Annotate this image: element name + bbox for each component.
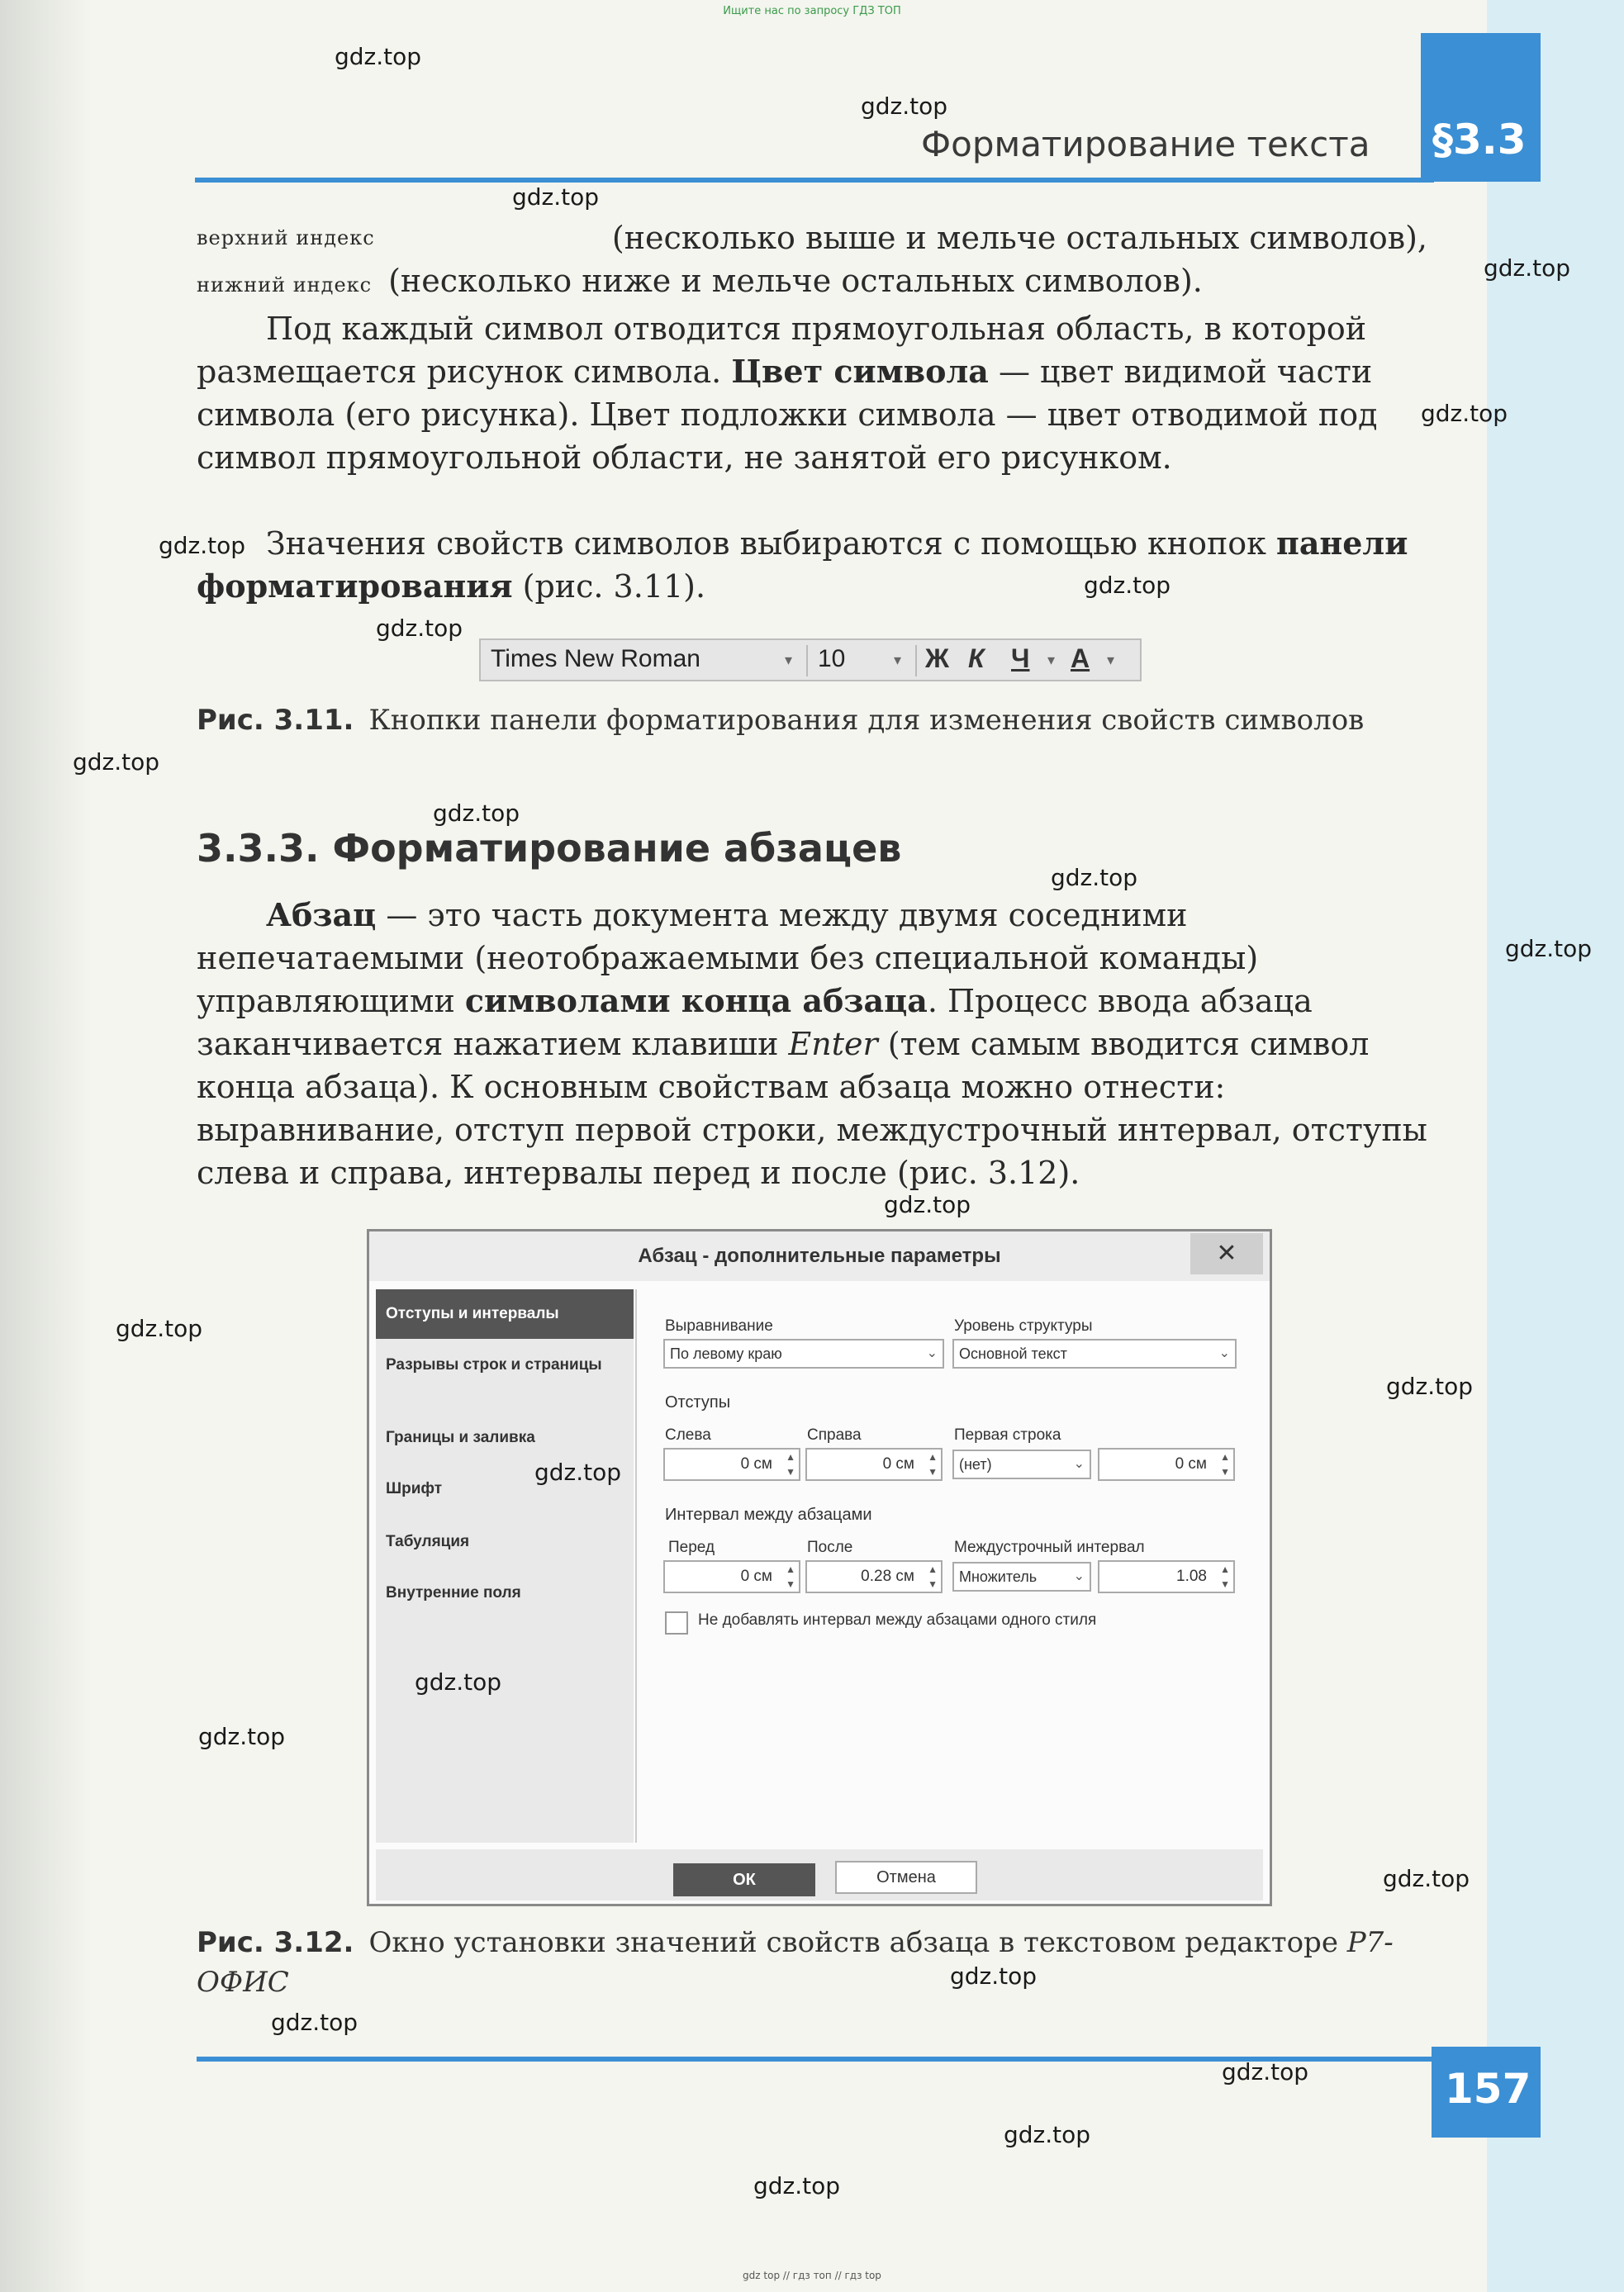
underline-dropdown-icon[interactable]: ▾ bbox=[1047, 652, 1056, 668]
font-dropdown-icon[interactable]: ▾ bbox=[785, 652, 793, 668]
caption-label: Рис. 3.12. bbox=[197, 1926, 354, 1959]
chevron-down-icon: ⌄ bbox=[926, 1346, 938, 1360]
watermark: gdz.top bbox=[73, 748, 160, 776]
first-line-select[interactable] bbox=[952, 1450, 1091, 1479]
sidebar-item-borders[interactable]: Границы и заливка bbox=[386, 1429, 535, 1446]
text-run: (рис. 3.11). bbox=[512, 568, 706, 605]
page-number-tab bbox=[1432, 2047, 1541, 2138]
first-line-label: Первая строка bbox=[954, 1426, 1061, 1444]
watermark: gdz.top bbox=[512, 183, 600, 211]
top-notice: Ищите нас по запросу ГДЗ ТОП bbox=[723, 5, 901, 17]
text-run: — это часть документа между двумя соседними непечатаемыми (неотображаемыми без специальной команды) управляющими bbox=[197, 897, 1259, 1019]
stepper-arrows-icon[interactable]: ▲ ▼ bbox=[928, 1451, 938, 1478]
font-size-value: 10 bbox=[818, 645, 846, 672]
stepper-arrows-icon[interactable]: ▲ ▼ bbox=[1220, 1451, 1230, 1478]
watermark: gdz.top bbox=[950, 1962, 1038, 1990]
watermark: gdz.top bbox=[861, 93, 948, 120]
section-number: §3.3 bbox=[1432, 116, 1527, 164]
size-dropdown-icon[interactable]: ▾ bbox=[894, 652, 902, 668]
after-label: После bbox=[807, 1539, 853, 1556]
paragraph-abzac bbox=[197, 894, 1427, 1194]
bottom-notice: gdz top // гдз топ // гдз top bbox=[743, 2270, 881, 2281]
underline-icon[interactable]: Ч bbox=[1011, 643, 1030, 673]
watermark: gdz.top bbox=[1484, 254, 1571, 282]
dialog-sidebar bbox=[376, 1289, 634, 1843]
ok-button[interactable]: ОК bbox=[673, 1863, 815, 1896]
align-label: Выравнивание bbox=[665, 1317, 773, 1335]
watermark: gdz.top bbox=[1222, 2058, 1309, 2086]
subscript-note: нижний индекс bbox=[197, 273, 373, 297]
watermark: gdz.top bbox=[1004, 2121, 1091, 2148]
after-stepper[interactable] bbox=[805, 1560, 943, 1593]
text-run: (тем самым вводится символ конца абзаца). К основным свойствам абзаца можно отнести: выравнивание, отступ первой строки, междустрочный интервал, отступы слева и справа, интервалы перед и после (рис. 3.12). bbox=[197, 1026, 1427, 1191]
sidebar-item-font[interactable]: Шрифт bbox=[386, 1480, 443, 1497]
section-tab bbox=[1421, 33, 1541, 182]
figure-caption-3-12 bbox=[197, 1923, 1427, 2002]
color-dropdown-icon[interactable]: ▾ bbox=[1107, 652, 1115, 668]
toolbar-separator bbox=[915, 645, 917, 676]
stepper-arrows-icon[interactable]: ▲ ▼ bbox=[786, 1564, 795, 1590]
before-label: Перед bbox=[668, 1539, 715, 1556]
text-run: Значения свойств символов выбираются с помощью кнопок bbox=[266, 525, 1276, 562]
close-icon[interactable]: ✕ bbox=[1190, 1233, 1263, 1274]
term-format-panel: панели форматирования bbox=[197, 524, 1408, 605]
watermark: gdz.top bbox=[271, 2009, 359, 2036]
line-subscript bbox=[197, 259, 1427, 306]
italic-icon[interactable]: К bbox=[968, 643, 985, 673]
chevron-down-icon: ⌄ bbox=[1073, 1569, 1085, 1583]
first-line-stepper[interactable] bbox=[1098, 1448, 1235, 1481]
section-heading: 3.3.3. Форматирование абзацев bbox=[197, 826, 902, 871]
page-header-title: Форматирование текста bbox=[921, 124, 1370, 164]
caption-italic: Р7-ОФИС bbox=[197, 1926, 1394, 1999]
watermark: gdz.top bbox=[1084, 572, 1171, 599]
caption-label: Рис. 3.11. bbox=[197, 704, 354, 737]
line-spacing-select[interactable] bbox=[952, 1562, 1091, 1592]
superscript-text: (несколько выше и мельче остальных символов), bbox=[611, 220, 1427, 256]
watermark: gdz.top bbox=[376, 615, 463, 642]
watermark: gdz.top bbox=[1505, 935, 1593, 962]
stepper-arrows-icon[interactable]: ▲ ▼ bbox=[1220, 1564, 1230, 1590]
caption-text: Кнопки панели форматирования для изменения свойств символов bbox=[368, 704, 1365, 737]
superscript-note: верхний индекс bbox=[197, 226, 375, 249]
indents-label: Отступы bbox=[665, 1393, 731, 1412]
chevron-down-icon: ⌄ bbox=[1218, 1346, 1230, 1360]
right-indent-value: 0 см bbox=[882, 1455, 914, 1473]
chevron-down-icon: ⌄ bbox=[1073, 1457, 1085, 1471]
align-value: По левому краю bbox=[670, 1345, 782, 1362]
text-run: . Процесс ввода абзаца заканчивается нажатием клавиши bbox=[197, 983, 1313, 1062]
toolbar-separator bbox=[806, 645, 808, 676]
first-line-amount: 0 см bbox=[1175, 1455, 1207, 1473]
spacing-label: Интервал между абзацами bbox=[665, 1506, 872, 1524]
align-select[interactable] bbox=[663, 1339, 944, 1369]
after-value: 0.28 см bbox=[861, 1568, 914, 1585]
right-indent-stepper[interactable] bbox=[805, 1448, 943, 1481]
stepper-arrows-icon[interactable]: ▲ ▼ bbox=[928, 1564, 938, 1590]
figure-caption-3-11 bbox=[197, 700, 1427, 740]
term-char-color: Цвет символа bbox=[731, 353, 989, 390]
outline-value: Основной текст bbox=[959, 1345, 1067, 1362]
text-run: Под каждый символ отводится прямоугольная область, в которой размещается рисунок символа. bbox=[197, 311, 1367, 390]
paragraph-format-panel bbox=[197, 522, 1427, 608]
formatting-toolbar bbox=[479, 638, 1142, 681]
sidebar-item-indents[interactable]: Отступы и интервалы bbox=[376, 1289, 634, 1339]
dialog-title: Абзац - дополнительные параметры bbox=[369, 1231, 1270, 1281]
watermark: gdz.top bbox=[1421, 400, 1508, 427]
subscript-text: (несколько ниже и мельче остальных символов). bbox=[388, 263, 1203, 299]
watermark: gdz.top bbox=[1383, 1865, 1470, 1892]
line-spacing-stepper[interactable] bbox=[1098, 1560, 1235, 1593]
right-indent-label: Справа bbox=[807, 1426, 862, 1444]
line-spacing-label: Междустрочный интервал bbox=[954, 1539, 1145, 1556]
font-size-select[interactable] bbox=[818, 645, 892, 675]
line-spacing-value: Множитель bbox=[959, 1568, 1038, 1585]
checkbox-label: Не добавлять интервал между абзацами одного стиля bbox=[698, 1611, 1097, 1629]
watermark: gdz.top bbox=[433, 800, 520, 827]
watermark: gdz.top bbox=[335, 43, 422, 70]
sidebar-divider bbox=[635, 1289, 637, 1843]
page-margin-strip bbox=[1487, 0, 1624, 2292]
watermark: gdz.top bbox=[884, 1191, 971, 1218]
line-superscript bbox=[197, 216, 1427, 259]
header-rule bbox=[195, 178, 1434, 183]
watermark: gdz.top bbox=[1386, 1373, 1474, 1400]
watermark: gdz.top bbox=[753, 2172, 841, 2199]
watermark: gdz.top bbox=[415, 1668, 502, 1696]
cancel-button[interactable]: Отмена bbox=[835, 1861, 977, 1894]
outline-select[interactable] bbox=[952, 1339, 1237, 1369]
term-paragraph: Абзац bbox=[266, 896, 377, 933]
watermark: gdz.top bbox=[534, 1459, 622, 1486]
term-paragraph-end: символами конца абзаца bbox=[464, 982, 928, 1019]
paragraph-dialog bbox=[367, 1229, 1272, 1906]
outline-label: Уровень структуры bbox=[954, 1317, 1093, 1335]
caption-text: Окно установки значений свойств абзаца в текстовом редакторе bbox=[368, 1926, 1347, 1959]
stepper-arrows-icon[interactable]: ▲ ▼ bbox=[786, 1451, 795, 1478]
font-name-value: Times New Roman bbox=[491, 645, 700, 672]
sidebar-item-tabs[interactable]: Табуляция bbox=[386, 1533, 470, 1550]
watermark: gdz.top bbox=[116, 1315, 203, 1342]
before-value: 0 см bbox=[740, 1568, 772, 1585]
left-indent-label: Слева bbox=[665, 1426, 711, 1444]
page-number: 157 bbox=[1445, 2065, 1531, 2113]
left-indent-value: 0 см bbox=[740, 1455, 772, 1473]
text-run: — цвет видимой части символа (его рисунка). Цвет подложки символа — цвет отводимой под символ прямоугольной области, не занятой его рисунком. bbox=[197, 354, 1378, 476]
line-spacing-amount: 1.08 bbox=[1176, 1568, 1207, 1585]
same-style-checkbox[interactable] bbox=[665, 1611, 688, 1635]
sidebar-item-padding[interactable]: Внутренние поля bbox=[386, 1584, 521, 1602]
font-name-select[interactable] bbox=[491, 645, 796, 675]
sidebar-item-breaks[interactable]: Разрывы строк и страницы bbox=[386, 1356, 602, 1374]
paragraph-char-color bbox=[197, 307, 1427, 479]
dialog-footer bbox=[376, 1849, 1263, 1901]
page-shadow bbox=[0, 0, 91, 2292]
first-line-value: (нет) bbox=[959, 1456, 992, 1473]
font-color-icon[interactable]: A bbox=[1071, 643, 1090, 673]
before-stepper[interactable] bbox=[663, 1560, 800, 1593]
left-indent-stepper[interactable] bbox=[663, 1448, 800, 1481]
watermark: gdz.top bbox=[1051, 864, 1138, 891]
key-name: Enter bbox=[788, 1026, 878, 1062]
bold-icon[interactable]: Ж bbox=[925, 643, 949, 673]
watermark: gdz.top bbox=[198, 1723, 286, 1750]
paragraph-indices bbox=[197, 216, 1427, 306]
watermark: gdz.top bbox=[159, 532, 246, 559]
